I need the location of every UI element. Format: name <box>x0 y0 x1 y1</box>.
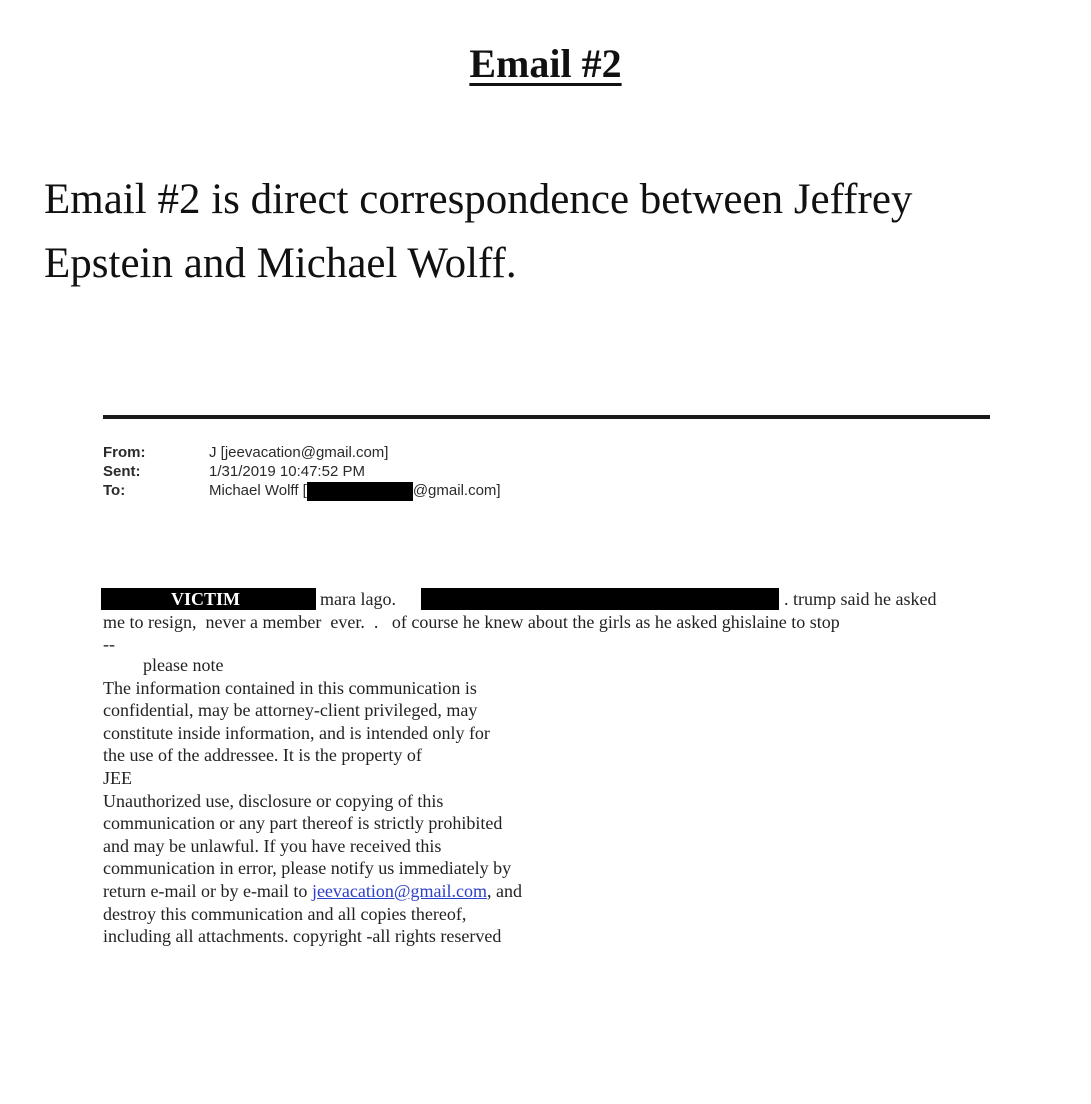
disclaimer-line: communication in error, please notify us immediately by <box>103 858 512 879</box>
disclaimer-line: including all attachments. copyright -all rights reserved <box>103 926 502 947</box>
victim-label: VICTIM <box>171 589 241 609</box>
heading-text: Email #2 <box>469 41 622 86</box>
disclaimer-line: The information contained in this communication is <box>103 677 477 698</box>
intro-line-1: Email #2 is direct correspondence between Jeffrey <box>44 176 913 223</box>
to-domain: @gmail.com] <box>412 482 501 499</box>
from-value: J [jeevacation@gmail.com] <box>209 444 389 461</box>
email-link[interactable]: jeevacation@gmail.com <box>311 880 487 901</box>
sent-label: Sent: <box>103 463 141 480</box>
disclaimer-line: confidential, may be attorney-client privileged, may <box>103 700 478 721</box>
disclaimer-return-line <box>103 880 522 903</box>
please-note: please note <box>143 655 224 675</box>
victim-redaction <box>101 588 316 610</box>
header-divider <box>103 415 990 419</box>
disclaimer-line: the use of the addressee. It is the property of <box>103 745 422 766</box>
redaction-block <box>307 482 413 501</box>
message-line-2: me to resign, never a member ever. . of course he knew about the girls as he asked ghislaine to stop <box>103 612 840 632</box>
from-label: From: <box>103 444 146 461</box>
to-value <box>209 481 501 501</box>
disclaimer-line: constitute inside information, and is intended only for <box>103 722 490 743</box>
to-name: Michael Wolff [ <box>209 482 307 499</box>
intro-paragraph <box>44 168 1044 296</box>
return-suffix: , and <box>486 880 522 901</box>
disclaimer-line: JEE <box>103 767 132 788</box>
confidentiality-disclaimer <box>103 654 522 948</box>
page-heading <box>0 38 1091 90</box>
redaction-block-long <box>421 588 779 610</box>
return-prefix: return e-mail or by e-mail to <box>103 880 312 901</box>
disclaimer-line: communication or any part thereof is strictly prohibited <box>103 813 503 834</box>
signature-separator: -- <box>103 634 115 654</box>
disclaimer-line: destroy this communication and all copies thereof, <box>103 903 467 924</box>
to-label: To: <box>103 482 126 499</box>
sent-value: 1/31/2019 10:47:52 PM <box>209 463 365 480</box>
intro-line-2: Epstein and Michael Wolff. <box>44 240 517 287</box>
message-segment-mara: mara lago. <box>320 589 396 609</box>
disclaimer-line: Unauthorized use, disclosure or copying of this <box>103 790 444 811</box>
message-segment-trump: . trump said he asked <box>784 589 937 609</box>
disclaimer-line: and may be unlawful. If you have received this <box>103 835 442 856</box>
